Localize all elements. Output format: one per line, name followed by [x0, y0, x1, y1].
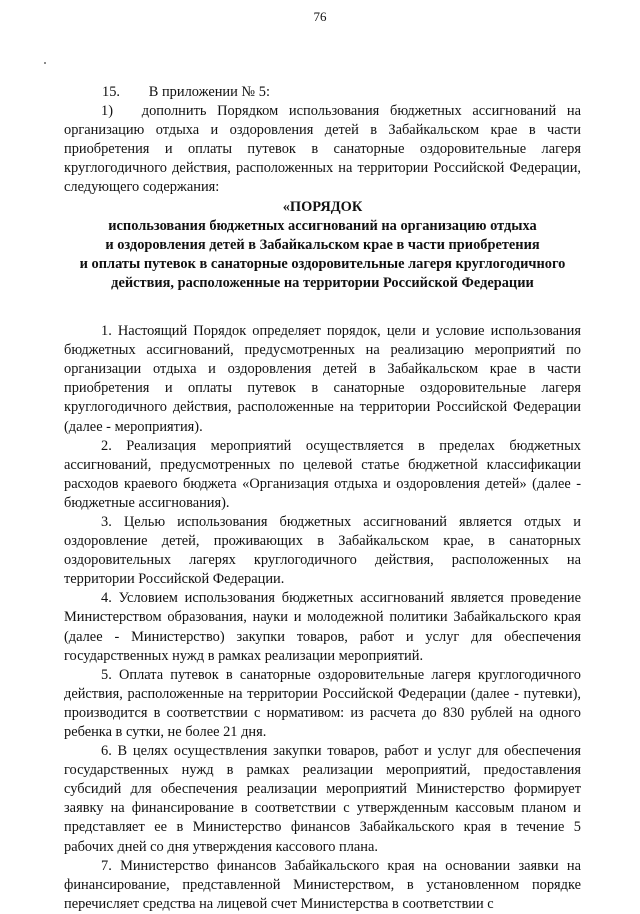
- paragraph-1: 1. Настоящий Порядок определяет порядок, цели и условие использования бюджетных ассигнований, предусмотренных на реализацию мероприятий по организации отдыха и оздоровления детей в Забайкальском крае в части приобретения и оплаты путевок в санаторные оздоровительные лагеря круглогодичного действия, расположенные на территории Российской Федерации (далее - мероприятия).: [64, 323, 581, 435]
- title-line: и оздоровления детей в Забайкальском крае в части приобретения: [105, 236, 540, 253]
- paragraph-5: 5. Оплата путевок в санаторные оздоровительные лагеря круглогодичного действия, расположенные на территории Российской Федерации (далее - путевки), производится в соответствии с нормативом: из расчета до 830 рублей на одного ребенка в сутки, не более 21 дня.: [64, 666, 581, 740]
- paragraph-4: 4. Условием использования бюджетных ассигнований является проведение Министерством образования, науки и молодежной политики Забайкальского края (далее - Министерство) закупки товаров, работ и услуг для обеспечения государственных нужд в рамках реализации мероприятий.: [64, 590, 581, 664]
- title-line: действия, расположенные на территории Российской Федерации: [111, 274, 534, 291]
- section-heading: 15. В приложении № 5:: [102, 84, 270, 100]
- title-line: использования бюджетных ассигнований на организацию отдыха: [108, 217, 537, 234]
- intro-paragraph: 1) дополнить Порядком использования бюджетных ассигнований на организацию отдыха и оздоровления детей в Забайкальском крае в части приобретения и оплаты путевок в санаторные оздоровительные лагеря круглогодичного действия, расположенных на территории Российской Федерации, следующего содержания:: [64, 103, 581, 196]
- paragraph-3: 3. Целью использования бюджетных ассигнований является отдых и оздоровление детей, проживающих в Забайкальском крае, в санаторных оздоровительных лагерях круглогодичного действия, расположенных на территории Российской Федерации.: [64, 513, 581, 588]
- page-number: 76: [313, 9, 327, 24]
- document-body: [64, 83, 581, 914]
- title-line: «ПОРЯДОК: [282, 198, 363, 215]
- scan-speck: [44, 62, 46, 64]
- paragraph-2: 2. Реализация мероприятий осуществляется в пределах бюджетных ассигнований, предусмотренных по целевой статье бюджетной классификации расходов краевого бюджета «Организация отдыха и оздоровления детей» (далее - бюджетные ассигнования).: [64, 437, 581, 511]
- procedure-title: [64, 198, 581, 293]
- paragraph-7: 7. Министерство финансов Забайкальского края на основании заявки на финансирование, представленной Министерством, в установленном порядке перечисляет средства на лицевой счет Министерства в соответствии с: [64, 857, 581, 912]
- paragraph-6: 6. В целях осуществления закупки товаров, работ и услуг для обеспечения государственных нужд в рамках реализации мероприятий, предоставления субсидий для обеспечения реализации мероприятий Министерство формирует заявку на финансирование в соответствии с утвержденным кассовым планом и представляет ее в Министерство финансов Забайкальского края в течение 5 рабочих дней со дня утверждения кассового плана.: [64, 743, 581, 855]
- title-line: и оплаты путевок в санаторные оздоровительные лагеря круглогодичного: [79, 255, 566, 272]
